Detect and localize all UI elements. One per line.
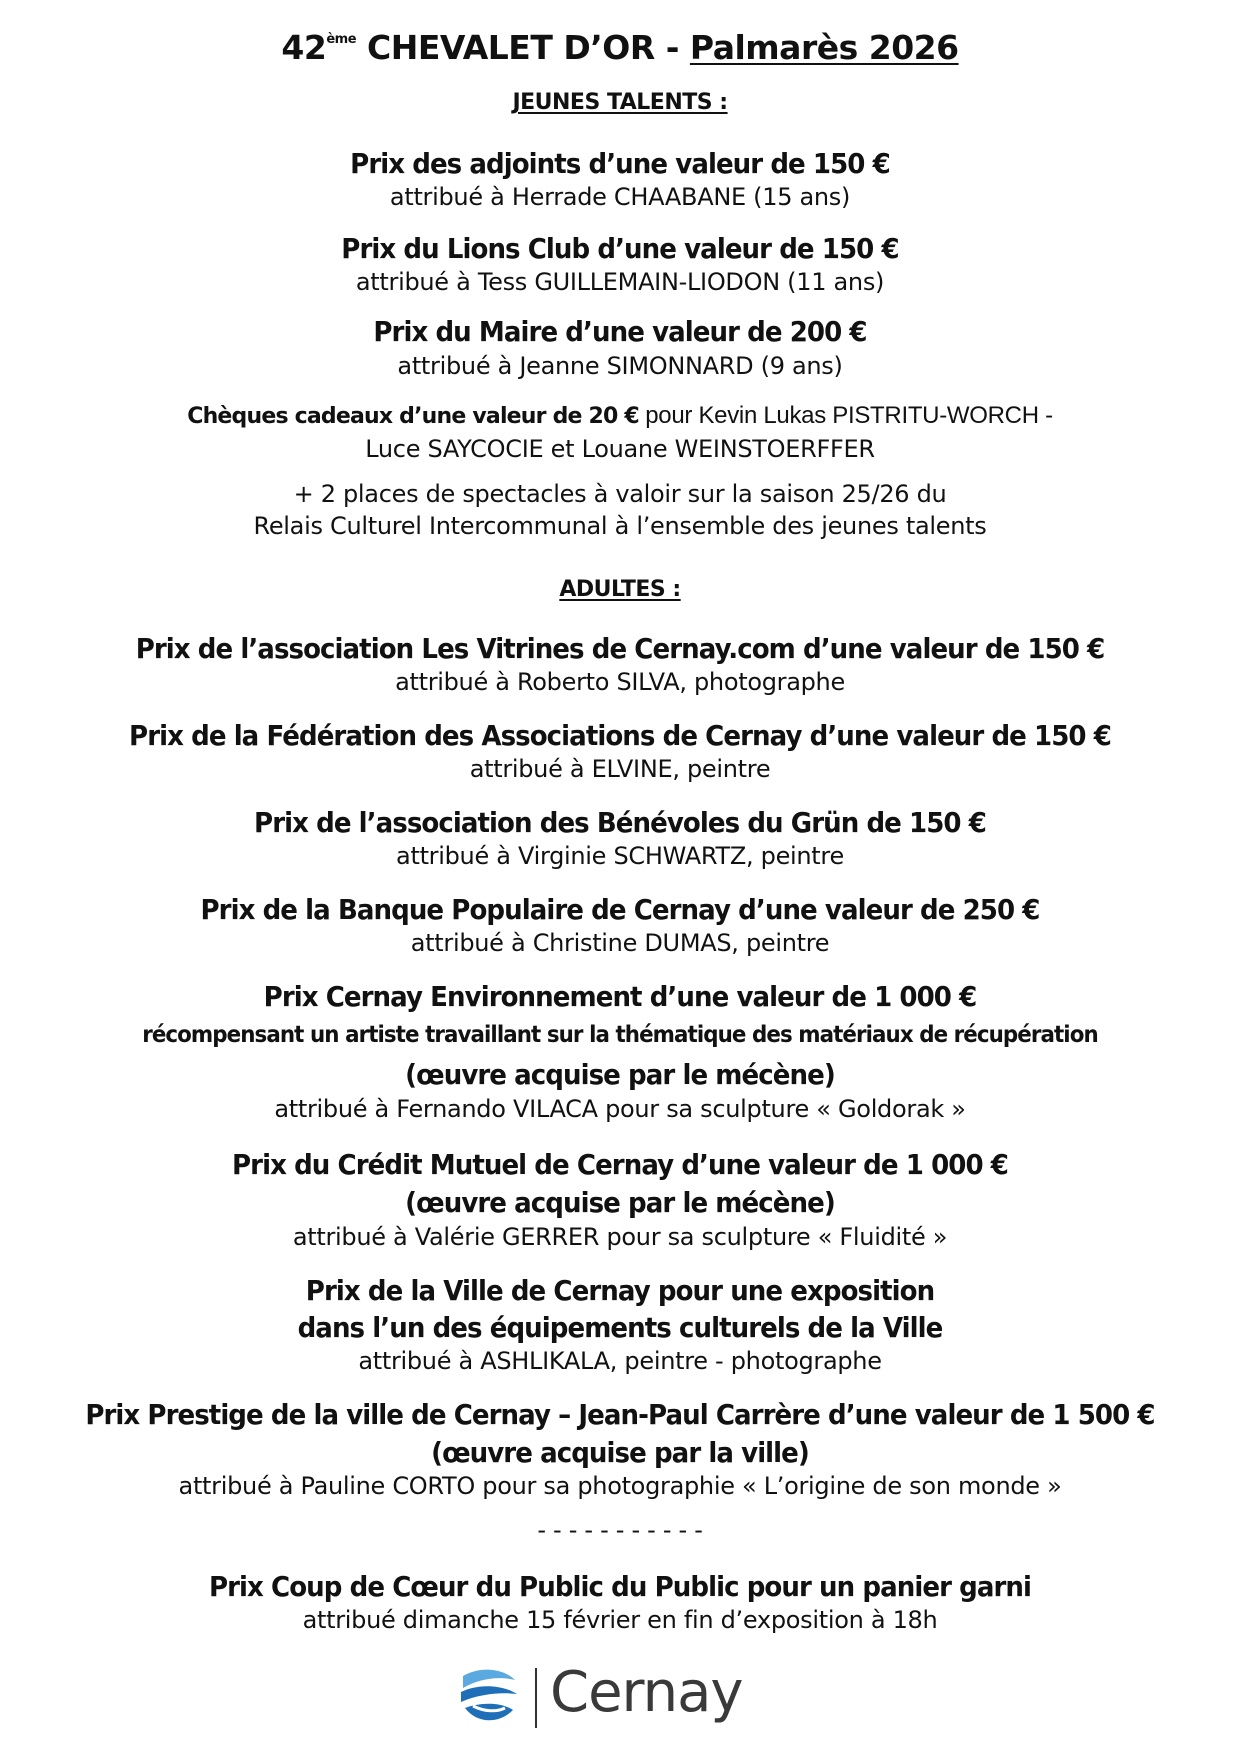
title-main: CHEVALET D’OR - xyxy=(367,28,690,67)
prize-banque-title: Prix de la Banque Populaire de Cernay d’une valeur de 250 € xyxy=(200,893,1040,926)
prize-ville-line2: dans l’un des équipements culturels de la Ville xyxy=(297,1311,943,1344)
section-adultes: ADULTES : xyxy=(559,577,681,602)
prize-prestige-note: (œuvre acquise par la ville) xyxy=(431,1436,809,1469)
prize-benevoles-recipient: attribué à Virginie SCHWARTZ, peintre xyxy=(396,842,844,870)
gift-cheques-recipients: pour Kevin Lukas PISTRITU-WORCH - xyxy=(638,402,1053,429)
prize-adjoints-title: Prix des adjoints d’une valeur de 150 € xyxy=(350,147,890,180)
prize-lions-title: Prix du Lions Club d’une valeur de 150 € xyxy=(341,232,899,265)
prize-environnement-title: Prix Cernay Environnement d’une valeur de 1 000 € xyxy=(263,980,977,1013)
prize-credit-mutuel-recipient: attribué à Valérie GERRER pour sa sculpture « Fluidité » xyxy=(292,1223,948,1251)
logo-wordmark: Cernay xyxy=(550,1660,743,1725)
separator-dashes: - - - - - - - - - - - xyxy=(537,1516,703,1544)
prize-maire-title: Prix du Maire d’une valeur de 200 € xyxy=(373,315,867,348)
title-superscript: ème xyxy=(326,32,357,47)
gift-cheques-line xyxy=(0,402,1240,430)
prize-maire-recipient: attribué à Jeanne SIMONNARD (9 ans) xyxy=(397,352,843,380)
prize-federation-recipient: attribué à ELVINE, peintre xyxy=(469,755,771,783)
page-title xyxy=(0,28,1240,67)
title-number: 42 xyxy=(281,28,327,67)
places-line2: Relais Culturel Intercommunal à l’ensemble des jeunes talents xyxy=(253,512,987,540)
prize-prestige-recipient: attribué à Pauline CORTO pour sa photographie « L’origine de son monde » xyxy=(178,1472,1062,1500)
prize-prestige-title: Prix Prestige de la ville de Cernay – Jean-Paul Carrère d’une valeur de 1 500 € xyxy=(85,1398,1155,1431)
prize-vitrines-recipient: attribué à Roberto SILVA, photographe xyxy=(395,668,845,696)
prize-ville-recipient: attribué à ASHLIKALA, peintre - photographe xyxy=(358,1347,882,1375)
prize-lions-recipient: attribué à Tess GUILLEMAIN-LIODON (11 ans) xyxy=(355,268,885,296)
section-jeunes-talents: JEUNES TALENTS : xyxy=(512,90,728,115)
prize-coup-de-coeur-recipient: attribué dimanche 15 février en fin d’exposition à 18h xyxy=(302,1606,938,1634)
prize-adjoints-recipient: attribué à Herrade CHAABANE (15 ans) xyxy=(389,183,851,211)
prize-environnement-description: récompensant un artiste travaillant sur la thématique des matériaux de récupération xyxy=(142,1022,1098,1048)
prize-environnement-note: (œuvre acquise par le mécène) xyxy=(405,1058,835,1091)
gift-cheques-line2: Luce SAYCOCIE et Louane WEINSTOERFFER xyxy=(365,435,875,463)
prize-vitrines-title: Prix de l’association Les Vitrines de Cernay.com d’une valeur de 150 € xyxy=(135,632,1105,665)
title-underlined: Palmarès 2026 xyxy=(689,28,959,67)
prize-banque-recipient: attribué à Christine DUMAS, peintre xyxy=(410,929,830,957)
prize-credit-mutuel-note: (œuvre acquise par le mécène) xyxy=(405,1186,835,1219)
places-line1: + 2 places de spectacles à valoir sur la saison 25/26 du xyxy=(293,480,947,508)
prize-coup-de-coeur-title: Prix Coup de Cœur du Public du Public pour un panier garni xyxy=(208,1570,1032,1603)
logo-divider xyxy=(535,1668,537,1728)
prize-environnement-recipient: attribué à Fernando VILACA pour sa sculpture « Goldorak » xyxy=(274,1095,966,1123)
prize-benevoles-title: Prix de l’association des Bénévoles du Grün de 150 € xyxy=(254,806,986,839)
prize-ville-title: Prix de la Ville de Cernay pour une exposition xyxy=(305,1274,935,1307)
gift-cheques-bold: Chèques cadeaux d’une valeur de 20 € xyxy=(187,404,639,429)
cernay-logo xyxy=(455,1660,755,1740)
prize-federation-title: Prix de la Fédération des Associations de Cernay d’une valeur de 150 € xyxy=(129,719,1111,752)
cernay-emblem-icon xyxy=(455,1662,525,1732)
prize-credit-mutuel-title: Prix du Crédit Mutuel de Cernay d’une valeur de 1 000 € xyxy=(232,1148,1008,1181)
